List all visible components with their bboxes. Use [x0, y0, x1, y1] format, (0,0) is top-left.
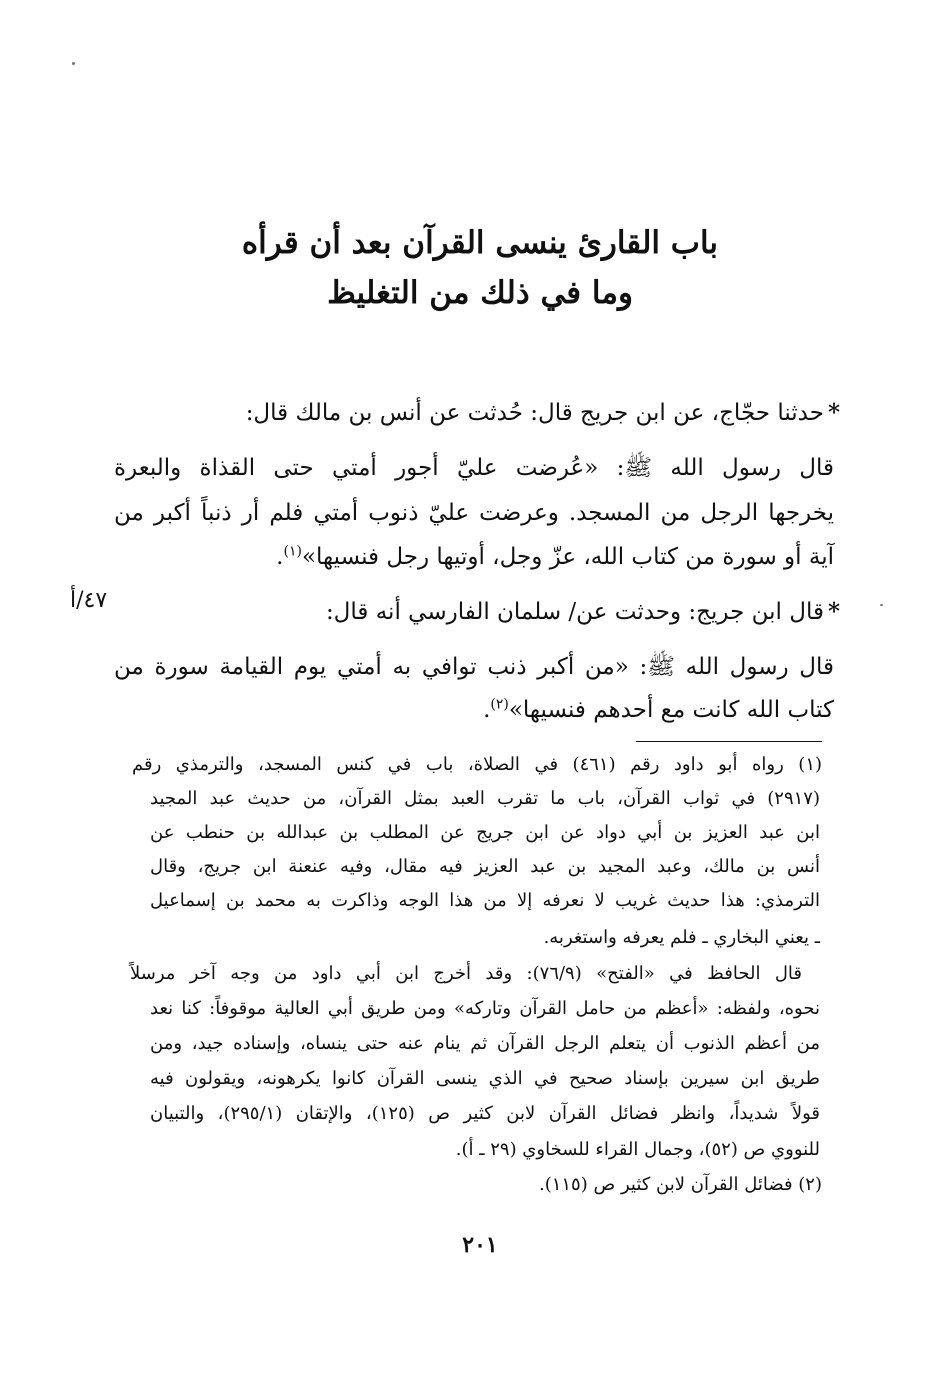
hadith-1-line-4 [114, 535, 834, 579]
hadith-1-line-1 [120, 391, 840, 435]
page-number: ٢٠١ [462, 1232, 498, 1258]
hadith-2-line-2: قال رسول الله ﷺ: «من أكبر ذنب توافي به أمتي يوم القيامة سورة من [114, 654, 834, 680]
paragraph-marker-icon: * [827, 598, 840, 625]
footnote-1-line-6: ـ يعني البخاري ـ فلم يعرفه واستغربه. [543, 927, 820, 948]
hadith-2-line-1 [120, 590, 840, 634]
footnote-1-line-4: أنس بن مالك، وعبد المجيد بن عبد العزيز فيه مقال، وفيه عنعنة ابن جريج، وقال [150, 856, 820, 877]
footnote-1-line-11: قولاً شديداً، وانظر فضائل القرآن لابن كثير ص (١٢٥)، والإتقان (٢٩٥/١)، والتبيان [150, 1103, 820, 1124]
hadith-1-line-2: قال رسول الله ﷺ: «عُرضت عليّ أجور أمتي حتى القذاة والبعرة [114, 455, 834, 481]
footnote-1-line-8: نحوه، ولفظه: «أعظم من حامل القرآن وتاركه» ومن طريق أبي العالية موقوفاً: كنا نعد [150, 998, 820, 1019]
hadith-2-period: . [483, 697, 491, 723]
chapter-title-line-2: وما في ذلك من التغليظ [327, 275, 633, 311]
manuscript-folio-note: ٤٧/أ [70, 588, 108, 613]
hadith-1-chain: حدثنا حجّاج، عن ابن جريج قال: حُدثت عن أنس بن مالك قال: [245, 400, 824, 426]
footnote-1-line-1: (١) رواه أبو داود رقم (٤٦١) في الصلاة، باب في كنس المسجد، والترمذي رقم [132, 754, 823, 775]
scan-speck [880, 604, 883, 606]
hadith-1-line-3: يخرجها الرجل من المسجد. وعرضت عليّ ذنوب أمتي فلم أر ذنباً أكبر من [114, 500, 834, 526]
hadith-1-period: . [276, 544, 284, 570]
footnote-1-line-9: من أعظم الذنوب أن يتعلم الرجل القرآن ثم ينام عنه حتى ينساه، وإسناده جيد، ومن [150, 1033, 820, 1054]
hadith-2-text-end: كتاب الله كانت مع أحدهم فنسيها» [508, 697, 834, 723]
footnote-1-line-10: طريق ابن سيرين بإسناد صحيح في الذي ينسى القرآن كانوا يكرهونه، ويقولون فيه [150, 1068, 820, 1089]
hadith-2-chain: قال ابن جريج: وحدثت عن/ سلمان الفارسي أنه قال: [325, 599, 824, 625]
paragraph-marker-icon: * [827, 399, 840, 426]
chapter-title-line-1: باب القارئ ينسى القرآن بعد أن قرأه [241, 225, 719, 261]
footnote-1-line-3: ابن عبد العزيز بن أبي دواد عن ابن جريج عن المطلب بن عبدالله بن حنطب عن [150, 822, 820, 843]
footnote-1-line-7: قال الحافظ في «الفتح» (٧٦/٩): وقد أخرج ابن أبي داود من وجه آخر مرسلاً [130, 963, 802, 984]
footnote-1-line-12: للنووي ص (٥٢)، وجمال القراء للسخاوي (٢٩ ـ أ). [455, 1139, 820, 1160]
footnote-2-line-1: (٢) فضائل القرآن لابن كثير ص (١١٥). [538, 1174, 822, 1195]
scan-speck [72, 62, 75, 65]
hadith-1-text-end: آية أو سورة من كتاب الله، عزّ وجل، أوتيها رجل فنسيها» [301, 544, 834, 570]
hadith-2-line-3 [114, 688, 834, 732]
footnote-separator [636, 741, 822, 742]
footnote-1-line-2: (٢٩١٧) في ثواب القرآن، باب ما تقرب العبد بمثل القرآن، من حديث عبد المجيد [150, 788, 820, 809]
footnote-ref-1: (١) [283, 543, 302, 560]
footnote-ref-2: (٢) [490, 696, 509, 713]
footnote-1-line-5: الترمذي: هذا حديث غريب لا نعرفه إلا من هذا الوجه وذاكرت به محمد بن إسماعيل [150, 890, 820, 911]
